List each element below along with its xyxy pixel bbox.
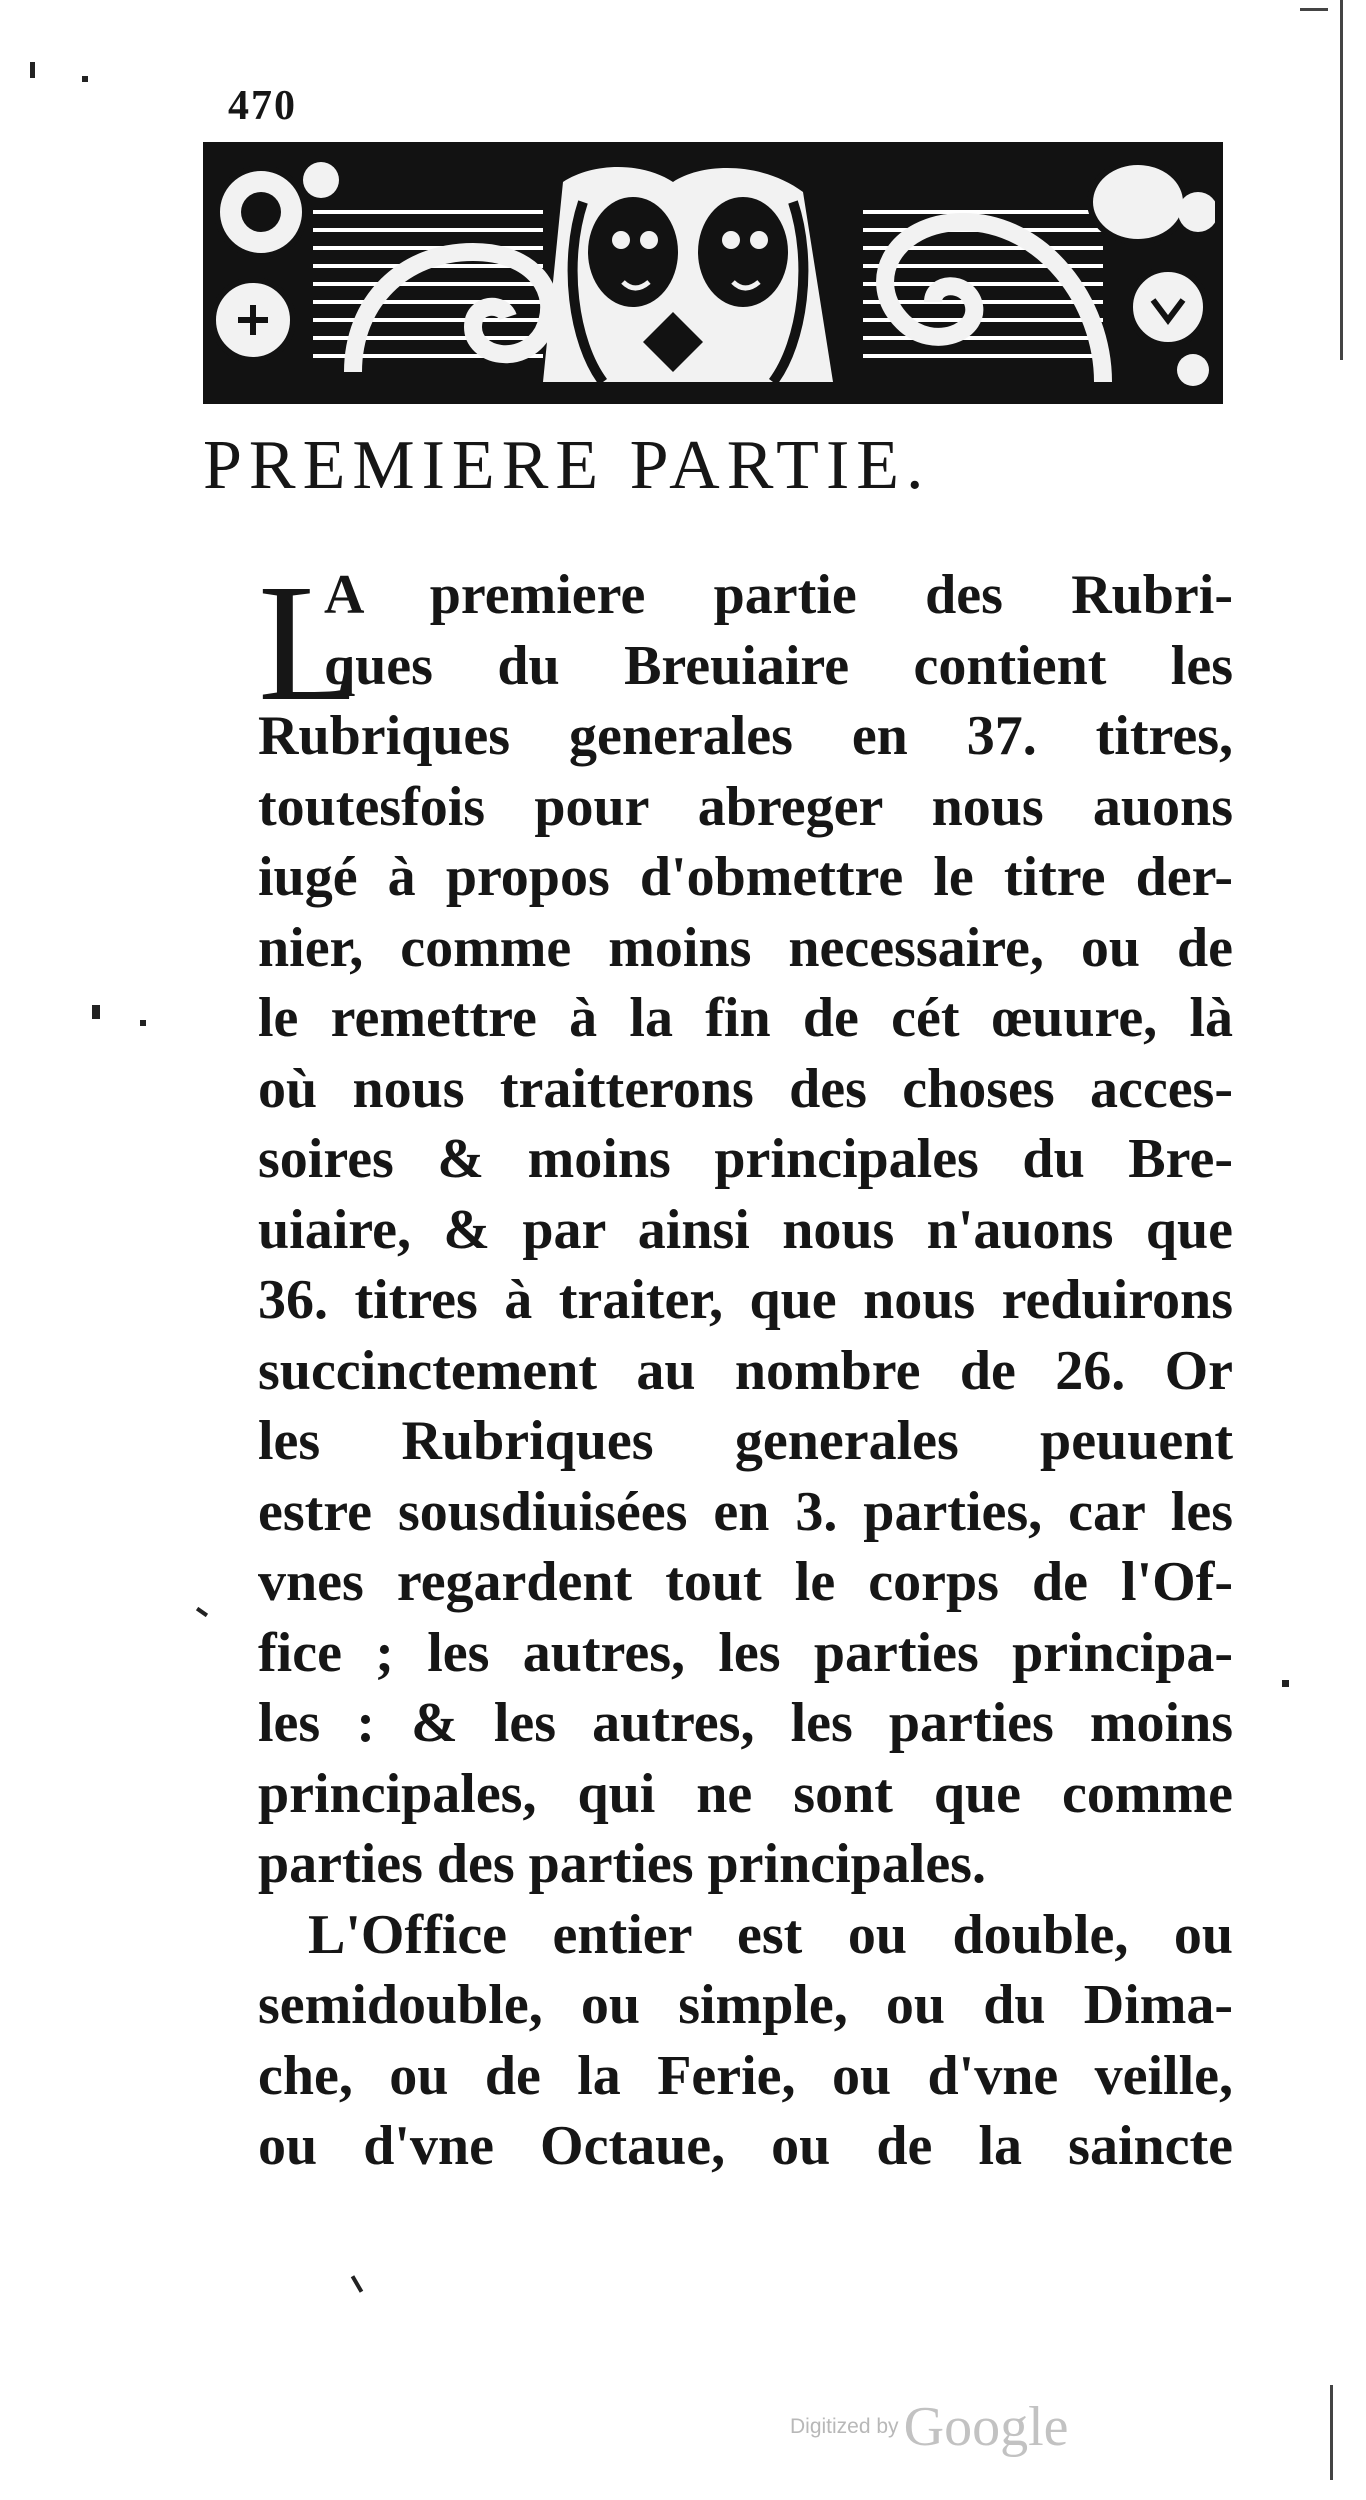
woodcut-headpiece-ornament (203, 142, 1223, 404)
text-line: semidouble, ou simple, ou du Dima- (258, 1974, 1233, 2036)
watermark-brand: Google (903, 2396, 1069, 2458)
text-line: uiaire, & par ainsi nous n'auons que (258, 1198, 1233, 1261)
ink-speck (196, 1607, 208, 1617)
text-line: fice ; les autres, les parties principa- (258, 1621, 1233, 1684)
text-line: che, ou de la Ferie, ou d'vne veille, (258, 2044, 1233, 2107)
text-line: succinctement au nombre de 26. Or (258, 1339, 1233, 1402)
ink-speck (1282, 1680, 1289, 1687)
text-line: 36. titres à traiter, que nous reduirons (258, 1269, 1233, 1331)
drop-cap-initial: L (258, 550, 361, 736)
text-line: Rubriques generales en 37. titres, (258, 705, 1233, 767)
page-edge-line (1330, 2385, 1333, 2480)
digitized-by-google-watermark (790, 2395, 1069, 2459)
ink-speck (92, 1005, 100, 1019)
text-line: vnes regardent tout le corps de l'Of- (258, 1551, 1233, 1613)
page-number: 470 (228, 83, 297, 129)
text-line: les Rubriques generales peuuent (258, 1410, 1233, 1472)
ink-speck (140, 1020, 146, 1026)
text-line: principales, qui ne sont que comme (258, 1762, 1233, 1825)
page-edge-line (1300, 8, 1328, 11)
ink-speck (351, 2275, 363, 2293)
text-line: le remettre à la fin de cét œuure, là (258, 987, 1233, 1049)
text-line: L'Office entier est ou double, ou (308, 1903, 1233, 1966)
text-line: toutesfois pour abreger nous auons (258, 775, 1233, 838)
text-line: A premiere partie des Rubri- (324, 564, 1233, 626)
body-text (258, 550, 1233, 2182)
ink-speck (82, 76, 88, 82)
text-line: soires & moins principales du Bre- (258, 1128, 1233, 1190)
text-line: parties des parties principales. (258, 1833, 986, 1895)
text-line: où nous traitterons des choses acces- (258, 1057, 1233, 1120)
ink-speck (30, 62, 35, 78)
text-line: estre sousdiuisées en 3. parties, car les (258, 1480, 1233, 1543)
watermark-prefix: Digitized by (790, 2415, 899, 2438)
text-line: les : & les autres, les parties moins (258, 1692, 1233, 1754)
page-edge-line (1340, 0, 1343, 360)
text-line: iugé à propos d'obmettre le titre der- (258, 846, 1233, 908)
text-line: ou d'vne Octaue, ou de la saincte (258, 2115, 1233, 2177)
text-line: ques du Breuiaire contient les (324, 634, 1233, 697)
text-line: nier, comme moins necessaire, ou de (258, 916, 1233, 979)
page-heading: PREMIERE PARTIE. (203, 427, 931, 504)
